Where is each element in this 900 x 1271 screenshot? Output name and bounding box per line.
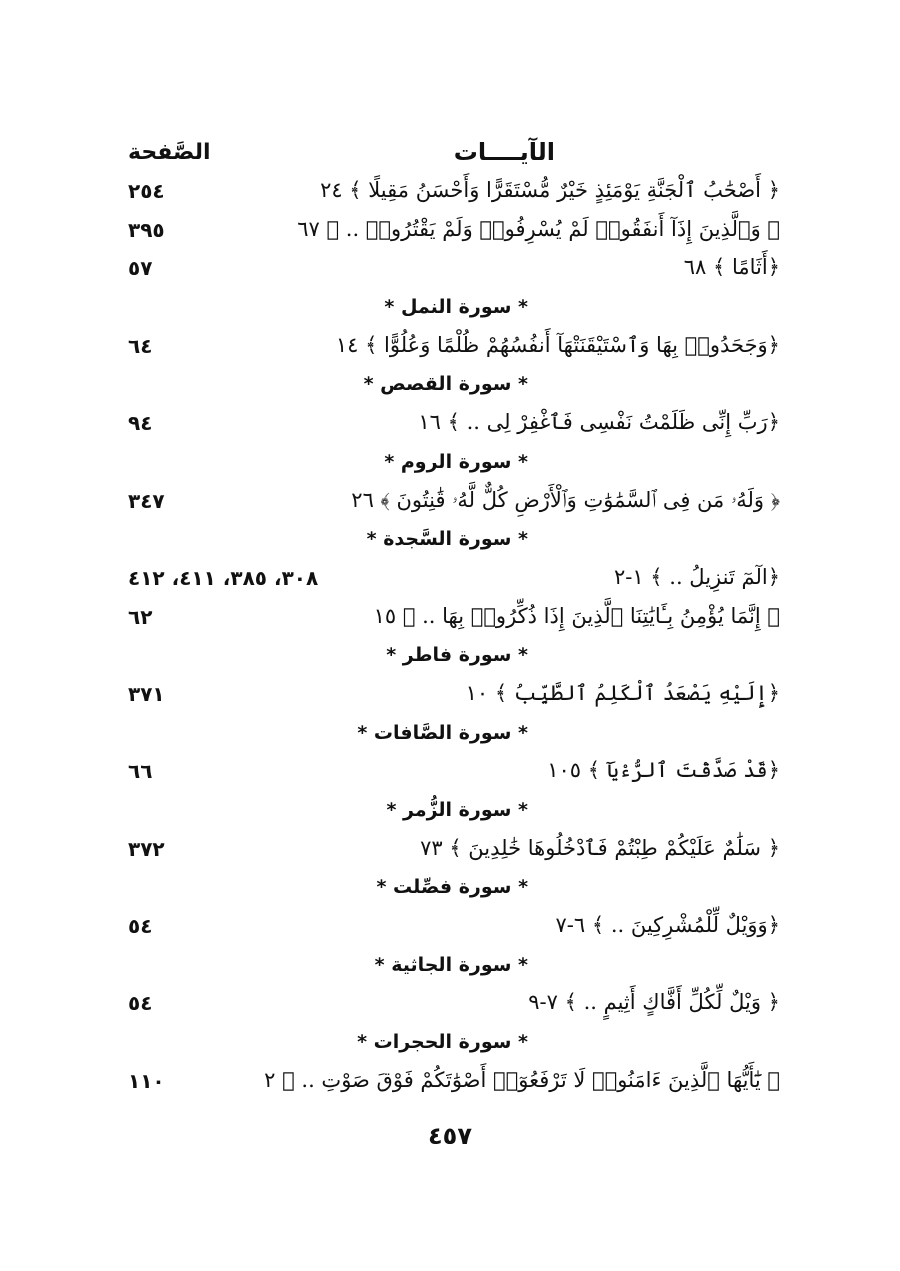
- verse-page-reference: ٦٤: [128, 333, 153, 358]
- verse-row: [120, 988, 780, 1027]
- verse-page-reference: ٩٤: [128, 411, 153, 436]
- verse-page-reference: ٣٧٢: [128, 836, 165, 861]
- verse-page-reference: ٥٧: [128, 256, 153, 281]
- surah-title: * سورة فاطر *: [386, 644, 528, 667]
- surah-title: * سورة الزُّمر *: [386, 799, 528, 821]
- surah-title: * سورة الصَّافات *: [357, 721, 528, 744]
- surah-heading-row: [120, 524, 780, 563]
- verse-index-list: [120, 176, 780, 1106]
- verse-text: ﴿ وَٱلَّذِينَ إِذَآ أَنفَقُوا۟ لَمْ يُسْرِفُوا۟ وَلَمْ يَقْتُرُوا۟ .. ﴾ ٦٧: [297, 216, 780, 241]
- verse-row: [120, 486, 780, 525]
- surah-heading-row: [120, 872, 780, 911]
- verse-page-reference: ٣٤٧: [128, 488, 165, 513]
- surah-title: * سورة السَّجدة *: [366, 528, 528, 551]
- verse-row: [120, 331, 780, 370]
- verse-row: [120, 215, 780, 254]
- surah-heading-row: [120, 718, 780, 757]
- verse-text: ﴿ إِنَّمَا يُؤْمِنُ بِـَٔايَٰتِنَا ٱلَّذِينَ إِذَا ذُكِّرُوا۟ بِهَا .. ﴾ ١٥: [373, 603, 780, 628]
- surah-heading-row: [120, 950, 780, 989]
- verse-row: [120, 408, 780, 447]
- verse-page-reference: ٥٤: [128, 991, 153, 1016]
- surah-title: * سورة النمل *: [384, 296, 528, 319]
- table-header: [120, 138, 780, 172]
- surah-title: * سورة الحجرات *: [357, 1031, 528, 1054]
- surah-title: * سورة الجاثية *: [374, 953, 528, 976]
- verse-text: ﴿وَوَيْلٌ لِّلْمُشْرِكِينَ .. ﴾ ٦-٧: [555, 913, 780, 938]
- verse-text: ﴿ سَلَٰمٌ عَلَيْكُمْ طِبْتُمْ فَٱدْخُلُوهَا خَٰلِدِينَ ﴾ ٧٣: [420, 835, 780, 860]
- verses-column-heading: الآيــــات: [453, 138, 555, 166]
- verse-page-reference: ٥٤: [128, 914, 153, 939]
- verse-row: [120, 1066, 780, 1105]
- surah-title: * سورة فصِّلت *: [376, 876, 528, 899]
- verse-page-reference: ٣٩٥: [128, 217, 165, 242]
- page-column-heading: الصَّفحة: [128, 140, 211, 165]
- surah-heading-row: [120, 447, 780, 486]
- verse-text: ﴿إِلَيْهِ يَصْعَدُ ٱلْكَلِمُ ٱلطَّيِّبُ ﴾ ١٠: [465, 680, 780, 705]
- page-number: ٤٥٧: [428, 1122, 472, 1150]
- verse-page-reference: ٢٥٤: [128, 179, 165, 203]
- verse-text: ﴿أَثَامًا ﴾ ٦٨: [683, 255, 780, 280]
- verse-text: ﴿قَدْ صَدَّقْتَ ٱلرُّءْيَآ ﴾ ١٠٥: [547, 758, 780, 783]
- verse-row: [120, 756, 780, 795]
- surah-heading-row: [120, 292, 780, 331]
- verse-row: [120, 602, 780, 641]
- verse-row: [120, 253, 780, 292]
- verse-page-reference: ٣٠٨، ٣٨٥، ٤١١، ٤١٢: [128, 565, 319, 590]
- verse-page-reference: ٣٧١: [128, 681, 165, 706]
- verse-text: ﴿ وَيْلٌ لِّكُلِّ أَفَّاكٍ أَثِيمٍ .. ﴾ ٧-٩: [528, 990, 780, 1015]
- verse-page-reference: ١١٠: [128, 1068, 165, 1093]
- verse-text: ﴿الٓمٓ تَنزِيلُ .. ﴾ ١-٢: [613, 564, 780, 589]
- verse-text: ﴿ أَصْحَٰبُ ٱلْجَنَّةِ يَوْمَئِذٍ خَيْرٌ مُّسْتَقَرًّا وَأَحْسَنُ مَقِيلًا ﴾ ٢٤: [320, 178, 780, 202]
- verse-page-reference: ٦٦: [128, 759, 153, 784]
- verse-row: [120, 679, 780, 718]
- verse-text: ﴿رَبِّ إِنِّى ظَلَمْتُ نَفْسِى فَٱغْفِرْ لِى .. ﴾ ١٦: [418, 410, 780, 435]
- verse-row: [120, 563, 780, 602]
- surah-title: * سورة القصص *: [363, 373, 528, 396]
- verse-row: [120, 176, 780, 215]
- verse-row: [120, 911, 780, 950]
- verse-text: ﴿ يَٰٓأَيُّهَا ٱلَّذِينَ ءَامَنُوا۟ لَا تَرْفَعُوٓا۟ أَصْوَٰتَكُمْ فَوْقَ صَوْتِ .. ﴾ ٢: [264, 1067, 780, 1092]
- surah-title: * سورة الروم *: [384, 450, 528, 473]
- verse-text: ﴿ وَلَهُۥ مَن فِى ٱلسَّمَٰوَٰتِ وَٱلْأَرْضِ كُلٌّ لَّهُۥ قَٰنِتُونَ ﴾ ٢٦: [351, 487, 780, 512]
- verse-row: [120, 834, 780, 873]
- verse-page-reference: ٦٢: [128, 604, 153, 629]
- verse-text: ﴿وَجَحَدُوا۟ بِهَا وَٱسْتَيْقَنَتْهَآ أَنفُسُهُمْ ظُلْمًا وَعُلُوًّا ﴾ ١٤: [335, 332, 780, 357]
- surah-heading-row: [120, 1027, 780, 1066]
- surah-heading-row: [120, 369, 780, 408]
- surah-heading-row: [120, 795, 780, 834]
- surah-heading-row: [120, 640, 780, 679]
